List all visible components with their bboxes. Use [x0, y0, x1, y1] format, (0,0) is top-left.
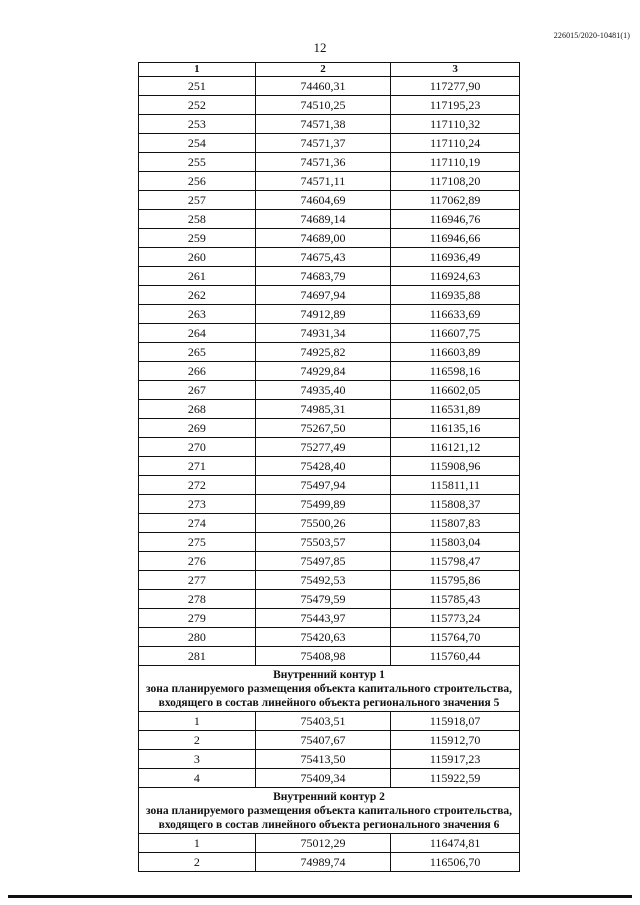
- page-number: 12: [313, 40, 327, 55]
- header-cell-point: 1: [139, 63, 256, 77]
- cell-x-coordinate: 75403,51: [255, 712, 391, 731]
- cell-y-coordinate: 116531,89: [391, 400, 520, 419]
- table-row: [139, 571, 520, 590]
- cell-y-coordinate: 116506,70: [391, 853, 520, 872]
- cell-x-coordinate: 75500,26: [255, 514, 391, 533]
- cell-x-coordinate: 75413,50: [255, 750, 391, 769]
- cell-point-number: 265: [139, 343, 256, 362]
- table-row: [139, 191, 520, 210]
- cell-point-number: 273: [139, 495, 256, 514]
- section-header-row: [139, 788, 520, 834]
- table-row: [139, 628, 520, 647]
- table-row: [139, 834, 520, 853]
- cell-y-coordinate: 116936,49: [391, 248, 520, 267]
- cell-y-coordinate: 117277,90: [391, 77, 520, 96]
- table-row: [139, 229, 520, 248]
- cell-point-number: 261: [139, 267, 256, 286]
- cell-y-coordinate: 115922,59: [391, 769, 520, 788]
- cell-x-coordinate: 75479,59: [255, 590, 391, 609]
- cell-x-coordinate: 74571,11: [255, 172, 391, 191]
- cell-point-number: 266: [139, 362, 256, 381]
- table-row: [139, 750, 520, 769]
- cell-y-coordinate: 115795,86: [391, 571, 520, 590]
- table-row: [139, 305, 520, 324]
- cell-x-coordinate: 75428,40: [255, 457, 391, 476]
- table-row: [139, 400, 520, 419]
- cell-point-number: 276: [139, 552, 256, 571]
- table-row: [139, 153, 520, 172]
- cell-x-coordinate: 75497,85: [255, 552, 391, 571]
- coordinates-table: [138, 62, 520, 872]
- table-row: [139, 248, 520, 267]
- table-row: [139, 769, 520, 788]
- cell-point-number: 251: [139, 77, 256, 96]
- cell-point-number: 277: [139, 571, 256, 590]
- cell-point-number: 279: [139, 609, 256, 628]
- cell-x-coordinate: 75277,49: [255, 438, 391, 457]
- cell-x-coordinate: 75443,97: [255, 609, 391, 628]
- cell-y-coordinate: 117062,89: [391, 191, 520, 210]
- cell-y-coordinate: 117195,23: [391, 96, 520, 115]
- cell-point-number: 254: [139, 134, 256, 153]
- cell-y-coordinate: 115798,47: [391, 552, 520, 571]
- cell-point-number: 281: [139, 647, 256, 666]
- table-row: [139, 286, 520, 305]
- table-row: [139, 495, 520, 514]
- cell-point-number: 262: [139, 286, 256, 305]
- cell-x-coordinate: 74689,14: [255, 210, 391, 229]
- cell-x-coordinate: 75497,94: [255, 476, 391, 495]
- cell-y-coordinate: 116121,12: [391, 438, 520, 457]
- cell-point-number: 1: [139, 712, 256, 731]
- cell-y-coordinate: 115808,37: [391, 495, 520, 514]
- header-cell-y: 3: [391, 63, 520, 77]
- cell-y-coordinate: 116946,66: [391, 229, 520, 248]
- cell-x-coordinate: 75492,53: [255, 571, 391, 590]
- table-row: [139, 134, 520, 153]
- cell-x-coordinate: 75409,34: [255, 769, 391, 788]
- cell-point-number: 258: [139, 210, 256, 229]
- cell-x-coordinate: 74912,89: [255, 305, 391, 324]
- cell-x-coordinate: 74697,94: [255, 286, 391, 305]
- cell-x-coordinate: 75503,57: [255, 533, 391, 552]
- section-header-row: [139, 666, 520, 712]
- cell-point-number: 274: [139, 514, 256, 533]
- cell-x-coordinate: 75267,50: [255, 419, 391, 438]
- section-description: зона планируемого размещения объекта капитального строительства, входящего в состав линейного объекта регионального значения 6: [145, 805, 513, 831]
- cell-x-coordinate: 75407,67: [255, 731, 391, 750]
- cell-x-coordinate: 74689,00: [255, 229, 391, 248]
- cell-point-number: 269: [139, 419, 256, 438]
- cell-x-coordinate: 74989,74: [255, 853, 391, 872]
- document-id: 226015/2020-10481(1): [553, 31, 630, 40]
- cell-x-coordinate: 74571,36: [255, 153, 391, 172]
- table-row: [139, 343, 520, 362]
- cell-point-number: 278: [139, 590, 256, 609]
- cell-point-number: 263: [139, 305, 256, 324]
- cell-point-number: 271: [139, 457, 256, 476]
- cell-x-coordinate: 74925,82: [255, 343, 391, 362]
- cell-x-coordinate: 75012,29: [255, 834, 391, 853]
- cell-y-coordinate: 116946,76: [391, 210, 520, 229]
- cell-y-coordinate: 116135,16: [391, 419, 520, 438]
- cell-point-number: 3: [139, 750, 256, 769]
- cell-point-number: 257: [139, 191, 256, 210]
- cell-point-number: 272: [139, 476, 256, 495]
- cell-x-coordinate: 74935,40: [255, 381, 391, 400]
- table-row: [139, 115, 520, 134]
- cell-y-coordinate: 117110,24: [391, 134, 520, 153]
- cell-y-coordinate: 115803,04: [391, 533, 520, 552]
- cell-y-coordinate: 117110,32: [391, 115, 520, 134]
- cell-point-number: 1: [139, 834, 256, 853]
- cell-point-number: 267: [139, 381, 256, 400]
- table-row: [139, 324, 520, 343]
- table-row: [139, 514, 520, 533]
- cell-y-coordinate: 117108,20: [391, 172, 520, 191]
- table-row: [139, 853, 520, 872]
- cell-y-coordinate: 115764,70: [391, 628, 520, 647]
- cell-x-coordinate: 74510,25: [255, 96, 391, 115]
- cell-x-coordinate: 75408,98: [255, 647, 391, 666]
- cell-point-number: 280: [139, 628, 256, 647]
- cell-point-number: 253: [139, 115, 256, 134]
- table-row: [139, 172, 520, 191]
- cell-point-number: 260: [139, 248, 256, 267]
- cell-y-coordinate: 116935,88: [391, 286, 520, 305]
- bottom-scan-line: [8, 895, 632, 898]
- cell-y-coordinate: 115807,83: [391, 514, 520, 533]
- cell-y-coordinate: 115773,24: [391, 609, 520, 628]
- cell-point-number: 2: [139, 731, 256, 750]
- table-row: [139, 419, 520, 438]
- cell-point-number: 4: [139, 769, 256, 788]
- table-row: [139, 438, 520, 457]
- cell-y-coordinate: 115760,44: [391, 647, 520, 666]
- cell-point-number: 255: [139, 153, 256, 172]
- cell-y-coordinate: 116603,89: [391, 343, 520, 362]
- section-title: Внутренний контур 2: [273, 791, 385, 803]
- cell-y-coordinate: 115908,96: [391, 457, 520, 476]
- cell-point-number: 256: [139, 172, 256, 191]
- table-row: [139, 731, 520, 750]
- cell-y-coordinate: 116924,63: [391, 267, 520, 286]
- table-row: [139, 457, 520, 476]
- table-row: [139, 609, 520, 628]
- cell-x-coordinate: 74929,84: [255, 362, 391, 381]
- section-header-cell: [139, 666, 520, 712]
- cell-y-coordinate: 116474,81: [391, 834, 520, 853]
- cell-y-coordinate: 115811,11: [391, 476, 520, 495]
- table-row: [139, 77, 520, 96]
- table-row: [139, 362, 520, 381]
- cell-y-coordinate: 116598,16: [391, 362, 520, 381]
- cell-y-coordinate: 115785,43: [391, 590, 520, 609]
- cell-x-coordinate: 74931,34: [255, 324, 391, 343]
- cell-point-number: 264: [139, 324, 256, 343]
- table-row: [139, 590, 520, 609]
- table-row: [139, 381, 520, 400]
- cell-x-coordinate: 74675,43: [255, 248, 391, 267]
- section-header-cell: [139, 788, 520, 834]
- cell-y-coordinate: 115912,70: [391, 731, 520, 750]
- cell-point-number: 259: [139, 229, 256, 248]
- cell-y-coordinate: 115918,07: [391, 712, 520, 731]
- cell-x-coordinate: 74571,37: [255, 134, 391, 153]
- cell-point-number: 2: [139, 853, 256, 872]
- cell-y-coordinate: 117110,19: [391, 153, 520, 172]
- table-header-row: [139, 63, 520, 77]
- cell-y-coordinate: 116633,69: [391, 305, 520, 324]
- table-row: [139, 647, 520, 666]
- table-row: [139, 96, 520, 115]
- section-description: зона планируемого размещения объекта капитального строительства, входящего в состав линейного объекта регионального значения 5: [145, 683, 513, 709]
- table-row: [139, 210, 520, 229]
- cell-y-coordinate: 115917,23: [391, 750, 520, 769]
- cell-x-coordinate: 74460,31: [255, 77, 391, 96]
- cell-x-coordinate: 74604,69: [255, 191, 391, 210]
- coordinates-table-body: [139, 63, 520, 872]
- header-cell-x: 2: [255, 63, 391, 77]
- cell-point-number: 270: [139, 438, 256, 457]
- table-row: [139, 533, 520, 552]
- cell-x-coordinate: 74571,38: [255, 115, 391, 134]
- table-row: [139, 712, 520, 731]
- cell-point-number: 268: [139, 400, 256, 419]
- cell-x-coordinate: 74985,31: [255, 400, 391, 419]
- table-row: [139, 476, 520, 495]
- section-title: Внутренний контур 1: [273, 669, 385, 681]
- cell-y-coordinate: 116602,05: [391, 381, 520, 400]
- cell-x-coordinate: 74683,79: [255, 267, 391, 286]
- table-row: [139, 267, 520, 286]
- cell-x-coordinate: 75499,89: [255, 495, 391, 514]
- cell-point-number: 252: [139, 96, 256, 115]
- cell-point-number: 275: [139, 533, 256, 552]
- table-row: [139, 552, 520, 571]
- cell-y-coordinate: 116607,75: [391, 324, 520, 343]
- cell-x-coordinate: 75420,63: [255, 628, 391, 647]
